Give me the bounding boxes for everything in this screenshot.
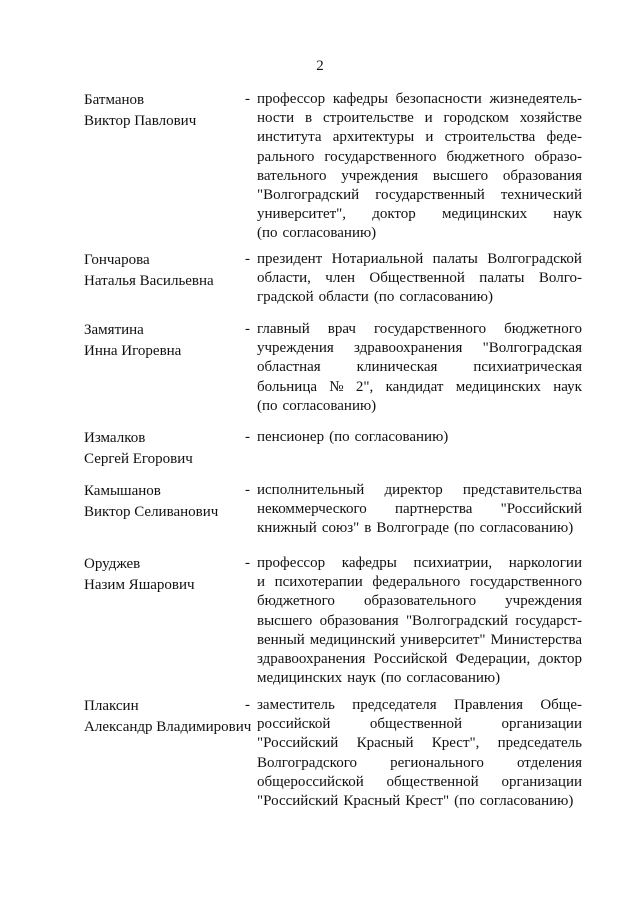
description-line: университет", доктор медицинских наук — [257, 206, 582, 223]
member-name — [84, 250, 254, 292]
description-line: (по согласованию) — [257, 225, 377, 242]
member-name — [84, 696, 254, 738]
description-line: и психотерапии федерального государственного — [257, 574, 582, 591]
dash-separator: - — [245, 482, 250, 498]
member-given-name: Виктор Селиванович — [84, 504, 219, 520]
description-line: областная клиническая психиатрическая — [257, 359, 582, 376]
member-name — [84, 428, 254, 470]
dash-separator: - — [245, 91, 250, 107]
description-line: бюджетного образовательного учреждения — [257, 593, 582, 610]
description-line: общероссийской общественной организации — [257, 773, 582, 790]
description-line: высшего образования "Волгоградский государст- — [257, 612, 582, 629]
description-line: учреждения здравоохранения "Волгоградская — [257, 340, 582, 357]
description-line: Волгоградского регионального отделения — [257, 754, 582, 771]
dash-separator: - — [245, 251, 250, 267]
dash-separator: - — [245, 429, 250, 445]
description-line: некоммерческого партнерства "Российский — [257, 501, 582, 518]
member-given-name: Наталья Васильевна — [84, 273, 214, 289]
member-given-name: Александр Владимирович — [84, 719, 252, 735]
member-given-name: Сергей Егорович — [84, 451, 193, 467]
description-line: венный медицинский университет" Министерства — [257, 631, 582, 648]
description-line: здравоохранения Российской Федерации, доктор — [257, 650, 582, 667]
description-line: российской общественной организации — [257, 716, 582, 733]
description-line: (по согласованию) — [257, 397, 377, 414]
description-line: "Российский Красный Крест" (по согласованию) — [257, 792, 574, 809]
member-given-name: Назим Яшарович — [84, 577, 195, 593]
description-line: института архитектуры и строительства феде- — [257, 129, 582, 146]
description-line: - исполнительный директор представительства — [257, 481, 582, 500]
member-name — [84, 554, 254, 596]
member-description — [245, 320, 582, 416]
description-line: больница № 2", кандидат медицинских наук — [257, 378, 582, 395]
member-name — [84, 90, 254, 132]
member-surname: Батманов — [84, 92, 145, 108]
description-line: области, член Общественной палаты Волго- — [257, 270, 582, 287]
member-name — [84, 481, 254, 523]
description-line: ности в строительстве и городском хозяйстве — [257, 110, 582, 127]
member-surname: Измалков — [84, 430, 146, 446]
description-line: рального государственного бюджетного образо- — [257, 148, 582, 165]
dash-separator: - — [245, 321, 250, 337]
description-line: - пенсионер (по согласованию) — [257, 428, 582, 447]
member-description — [245, 250, 582, 308]
dash-separator: - — [245, 697, 250, 713]
description-line: - главный врач государственного бюджетного — [257, 320, 582, 339]
description-line: "Волгоградский государственный технический — [257, 186, 582, 203]
description-line: - президент Нотариальной палаты Волгоградской — [257, 250, 582, 269]
member-surname: Гончарова — [84, 252, 150, 268]
description-line: вательного учреждения высшего образования — [257, 167, 582, 184]
member-description — [245, 696, 582, 811]
member-given-name: Инна Игоревна — [84, 343, 182, 359]
member-surname: Замятина — [84, 322, 144, 338]
member-surname: Оруджев — [84, 556, 141, 572]
page-number: 2 — [316, 58, 324, 74]
description-line: "Российский Красный Крест", председатель — [257, 735, 582, 752]
description-line: книжный союз" в Волгограде (по согласованию) — [257, 520, 574, 537]
member-surname: Плаксин — [84, 698, 139, 714]
member-surname: Камышанов — [84, 483, 161, 499]
member-name — [84, 320, 254, 362]
description-line: градской области (по согласованию) — [257, 289, 493, 306]
member-description — [245, 428, 582, 447]
description-line: - профессор кафедры безопасности жизнедеятель- — [257, 90, 582, 109]
member-given-name: Виктор Павлович — [84, 113, 197, 129]
description-line: - профессор кафедры психиатрии, наркологии — [257, 554, 582, 573]
dash-separator: - — [245, 555, 250, 571]
member-description — [245, 554, 582, 688]
description-line: медицинских наук (по согласованию) — [257, 670, 501, 687]
description-line: - заместитель председателя Правления Обще- — [257, 696, 582, 715]
member-description — [245, 481, 582, 539]
member-description — [245, 90, 582, 244]
